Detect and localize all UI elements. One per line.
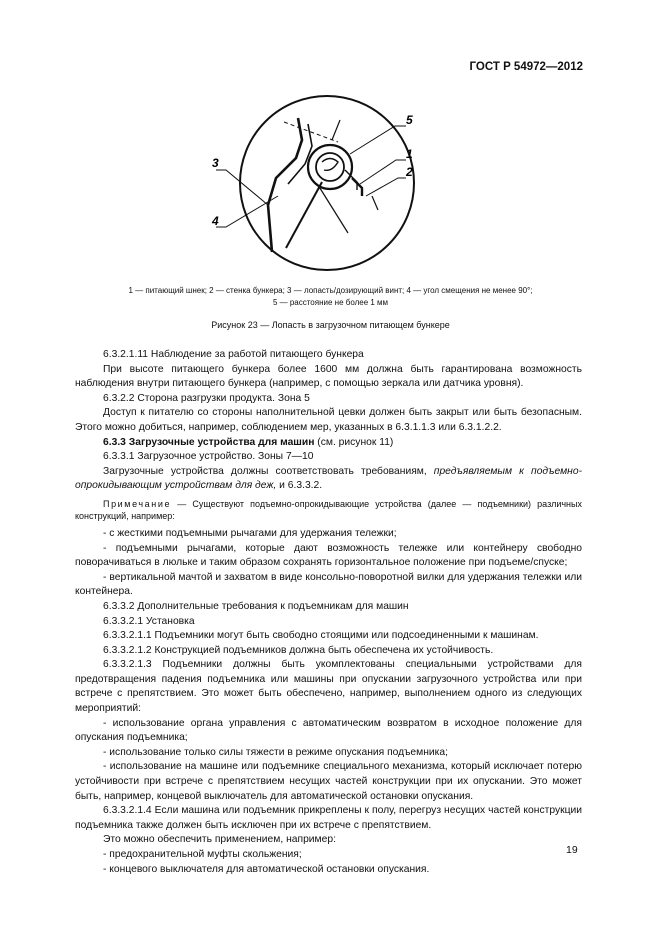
note [75, 498, 582, 522]
note-label: Примечание [103, 498, 172, 509]
figure-legend [70, 285, 591, 309]
document-body [75, 348, 582, 877]
auger-inner [316, 153, 344, 181]
figure-label-2: 2 [406, 165, 413, 179]
list-item: - концевого выключателя для автоматической остановки опускания. [103, 863, 430, 875]
section-heading-bold: 6.3.3 Загрузочные устройства для машин [103, 436, 315, 448]
section-heading [75, 436, 582, 451]
figure-label-3: 3 [212, 156, 219, 170]
paragraph: 6.3.2.1.11 Наблюдение за работой питающего бункера [103, 349, 364, 360]
list-item: - использование органа управления с автоматическим возвратом в исходное положение для опускания подъемника; [75, 717, 582, 744]
paragraph: 6.3.3.2.1 Установка [103, 615, 195, 627]
paragraph: 6.3.3.2.1.2 Конструкцией подъемников должна быть обеспечена их устойчивость. [103, 644, 494, 656]
paragraph: 6.3.2.2 Сторона разгрузки продукта. Зона 5 [103, 392, 310, 404]
angle-line [286, 182, 322, 248]
section-heading-ref: (см. рисунок 11) [314, 436, 394, 448]
figure-label-5: 5 [406, 113, 413, 127]
document-header: ГОСТ Р 54972—2012 [469, 61, 583, 73]
auger-outer [308, 145, 352, 189]
legend-line-2: 5 — расстояние не более 1 мм [272, 298, 389, 307]
paragraph: 6.3.3.2.1.3 Подъемники должны быть укомплектованы специальными устройствами для предотвращения падения подъемника или машины при опускании загрузочного устройства или при встрече с препятствием. Это может быть обеспечено, например, выполнением одного из следующих мероприятий: [75, 659, 582, 715]
figure-caption: Рисунок 23 — Лопасть в загрузочном питающем бункере [211, 320, 450, 330]
paragraph-part: и 6.3.3.2. [276, 480, 323, 492]
paragraph: 6.3.3.1 Загрузочное устройство. Зоны 7—10 [103, 451, 314, 463]
figure-label-4: 4 [212, 214, 219, 228]
paragraph: 6.3.3.2 Дополнительные требования к подъемникам для машин [103, 600, 409, 612]
page-number: 19 [566, 844, 578, 856]
paragraph: 6.3.3.2.1.1 Подъемники могут быть свободно стоящими или подсоединенными к машинам. [103, 630, 539, 642]
paragraph-part: Загрузочные устройства должны соответствовать требованиям, [103, 465, 434, 477]
list-item: - предохранительной муфты скольжения; [103, 849, 302, 860]
detail-circle [240, 96, 414, 270]
figure-23-drawing [0, 0, 661, 300]
blade [268, 118, 302, 252]
note-text: — Существуют подъемно-опрокидывающие устройства (далее — подъемники) различных конструкций, например: [75, 498, 582, 521]
paragraph-italic: предъявляемым к подъемно-опрокидывающим устройствам для деж, [75, 465, 582, 492]
paragraph [75, 465, 582, 494]
list-item: - использование на машине или подъемнике специального механизма, который исключает потерю устойчивости при встрече с препятствием несущих частей конструкции при их опускании. Это может быть, например, концевой выключатель для автоматической остановки опускания. [75, 761, 582, 802]
list-item: - использование только силы тяжести в режиме опускания подъемника; [103, 746, 448, 758]
list-item: - подъемными рычагами, которые дают возможность тележке или контейнеру свободно поворачиваться в люльке и таким образом сохранять горизонтальное положение при подъеме/спуске; [75, 542, 582, 569]
paragraph: 6.3.3.2.1.4 Если машина или подъемник прикреплены к полу, перегруз несущих частей конструкции подъемника также должен быть исключен при их встрече с препятствием. [75, 805, 582, 831]
paragraph: Это можно обеспечить применением, например: [103, 834, 336, 846]
list-item: - вертикальной мачтой и захватом в виде консольно-поворотной вилки для удержания тележки или контейнера. [75, 571, 582, 598]
paragraph: При высоте питающего бункера более 1600 мм должна быть гарантирована возможность наблюдения внутри питающего бункера (например, с помощью зеркала или датчика уровня). [75, 363, 582, 390]
figure-label-1: 1 [406, 147, 413, 161]
paragraph: Доступ к питателю со стороны наполнительной цевки должен быть закрыт или быть безопасным. Этого можно добиться, например, соблюдением мер, указанных в 6.3.1.1.3 или 6.3.1.2.2. [75, 407, 582, 433]
legend-line-1: 1 — питающий шнек; 2 — стенка бункера; 3 — лопасть/дозирующий винт; 4 — угол смещения не менее 90°; [128, 286, 533, 295]
list-item: - с жесткими подъемными рычагами для удержания тележки; [103, 527, 397, 539]
